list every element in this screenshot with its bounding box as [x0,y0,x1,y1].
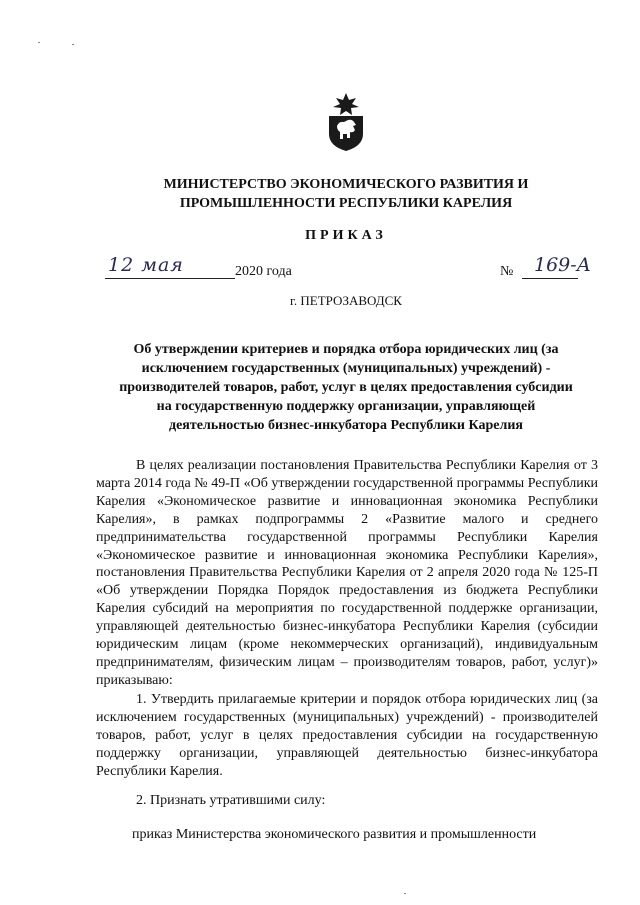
handwritten-date: 12 мая [108,254,184,276]
order-date [100,254,320,282]
karelia-coat-of-arms-icon [326,92,366,152]
scan-speck [38,42,40,43]
date-underline [105,278,235,279]
scan-speck [404,893,406,894]
ministry-name: МИНИСТЕРСТВО ЭКОНОМИЧЕСКОГО РАЗВИТИЯ И ПРОМЫШЛЕННОСТИ РЕСПУБЛИКИ КАРЕЛИЯ [163,177,529,211]
emblem-star [333,93,359,115]
date-year: 2020 года [235,264,292,279]
order-title: ПРИКАЗ [305,228,387,243]
scan-speck [72,44,74,45]
repealed-order-paragraph: приказ Министерства экономического развития и промышленности [132,827,537,842]
preamble-paragraph: В целях реализации постановления Правительства Республики Карелия от 3 марта 2014 года № 49-П «Об утверждении государственной программы Республики Карелия «Экономическое развитие и инновационная экономика Республики Карелия», в рамках подпрограммы 2 «Развитие малого и среднего предпринимательства государственной программы Республики Карелия «Экономическое развитие и инновационная экономика Республики Карелия», постановления Правительства Республики Карелия от 2 апреля 2020 года № 125-П «Об утверждении Порядка Порядок предоставления из бюджета Республики Карелия субсидий на мероприятия по государственной поддержке организации, управляющей деятельностью бизнес-инкубатора Республики Карелия (субсидии юридическим лицам (кроме некоммерческих организаций), индивидуальным предпринимателям, физическим лицам – производителям товаров, работ, услуг)» приказываю: [96,458,598,688]
order-subject: Об утверждении критериев и порядка отбора юридических лиц (за исключением государственных (муниципальных) учреждений) - производителей товаров, работ, услуг в целях предоставления субсидии на государственную поддержку организации, управляющей деятельностью бизнес-инкубатора Республики Карелия [119,342,573,433]
city-line: г. ПЕТРОЗАВОДСК [290,293,402,308]
handwritten-number: 169-А [534,254,592,276]
item-1-paragraph: 1. Утвердить прилагаемые критерии и порядок отбора юридических лиц (за исключением государственных (муниципальных) учреждений) - производителей товаров, работ, услуг в целях предоставления субсидии на государственную поддержку организации, управляющей деятельностью бизнес-инкубатора Республики Карелия. [96,692,598,779]
order-number [500,254,610,282]
number-underline [522,278,578,279]
item-2-paragraph: 2. Признать утратившими силу: [136,793,326,808]
number-sign: № [500,264,514,279]
